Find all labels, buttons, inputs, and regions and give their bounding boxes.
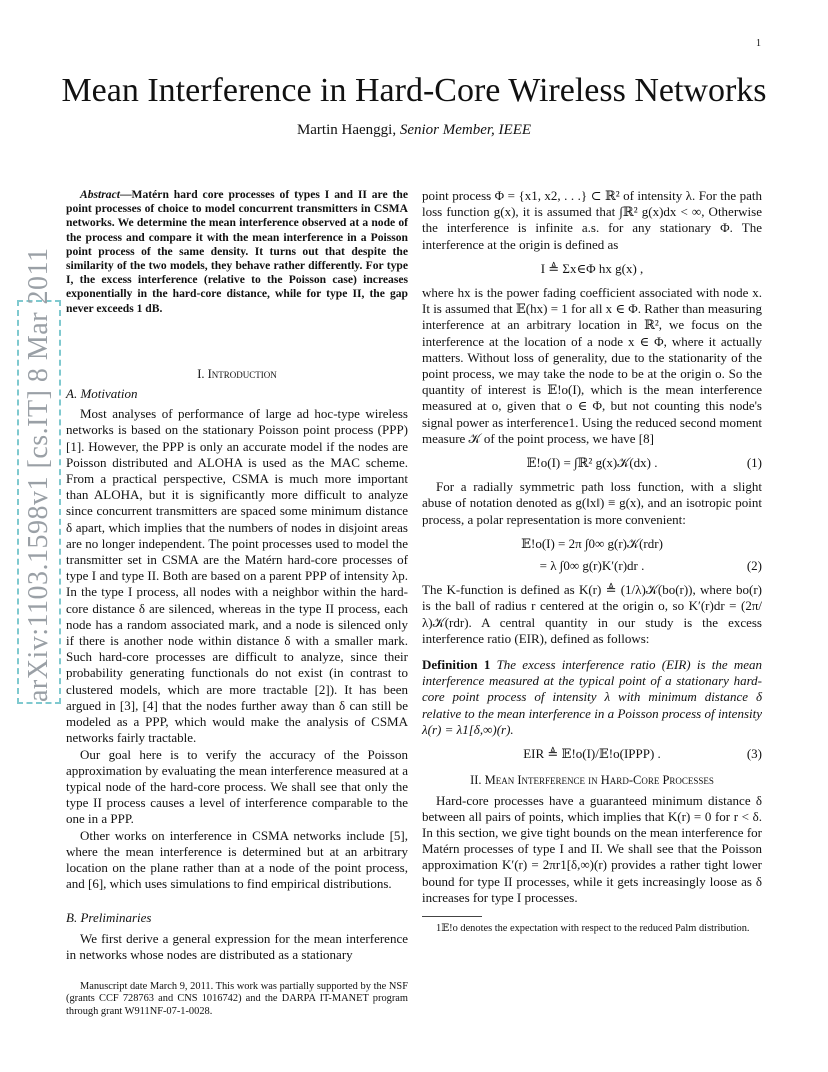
equation-2 <box>422 536 762 574</box>
section-heading-hard-core: II. Mean Interference in Hard-Core Processes <box>470 773 714 788</box>
section-heading-introduction: I. Introduction <box>197 366 277 381</box>
equation-3 <box>422 746 762 762</box>
paragraph-goal: Our goal here is to verify the accuracy of the Poisson approximation by evaluating the mean interference measured at a typical node of the hard-core process. We shall see that only the type II process causes a level of interference comparable to the one in a PPP. <box>66 746 408 827</box>
equation-2-number: (2) <box>746 557 762 573</box>
equation-1-number: (1) <box>746 455 762 471</box>
footnote-palm: 1𝔼!o denotes the expectation with respect to the reduced Palm distribution. <box>436 922 750 934</box>
equation-2-line-2: = λ ∫0∞ g(r)K′(r)dr . <box>539 558 645 574</box>
left-column <box>66 188 408 1018</box>
subsection-heading-motivation: A. Motivation <box>66 386 138 402</box>
paragraph-point-process: point process Φ = {x1, x2, . . .} ⊂ ℝ² of intensity λ. For the path loss function g(x), it is assumed that ∫ℝ² g(x)dx < ∞, Otherwise the interference is infinite a.s. for any stationary Φ. The interference at the origin is defined as <box>422 188 762 252</box>
equation-2-line-1: 𝔼!o(I) = 2π ∫0∞ g(r)𝒦(rdr) <box>521 535 663 551</box>
equation-interference: I ≜ Σx∈Φ hx g(x) , <box>540 260 644 276</box>
right-column <box>422 188 762 935</box>
paragraph-other-works: Other works on interference in CSMA networks include [5], where the mean interference is determined but at an arbitrary location on the plane rather than at a node of the point process, and [6], which uses simulations to find empirical distributions. <box>66 827 408 892</box>
author-line <box>0 122 828 139</box>
definition-1 <box>422 657 762 738</box>
paragraph-polar: For a radially symmetric path loss function, with a slight abuse of notation denoted as g(‖x‖) ≡ g(x), and an isotropic point process, a polar representation is more convenient: <box>422 479 762 527</box>
paper-title: Mean Interference in Hard-Core Wireless Networks <box>61 72 767 109</box>
author-title: Senior Member, IEEE <box>399 122 532 138</box>
definition-1-text: The excess interference ratio (EIR) is the mean interference measured at the typical point of a stationary hard-core point process of intensity λ with minimum distance δ relative to the mean interference in a Poisson process of intensity λ(r) = λ1[δ,∞)(r). <box>422 657 763 737</box>
footnote-manuscript: Manuscript date March 9, 2011. This work was partially supported by the NSF (grants CCF 728763 and CNS 1016742) and the DARPA IT-MANET program through grant W911NF-07-1-0028. <box>66 980 408 1017</box>
paragraph-preliminaries: We first derive a general expression for the mean interference in networks whose nodes are distributed as a stationary <box>66 930 408 962</box>
equation-1 <box>422 455 762 471</box>
author-name: Martin Haenggi, <box>296 122 397 138</box>
equation-3-number: (3) <box>746 746 762 762</box>
paragraph-k-function: The K-function is defined as K(r) ≜ (1/λ)𝒦(bo(r)), where bo(r) is the ball of radius r centered at the origin o, so K′(r)dr = (2π/λ)𝒦(rdr). A central quantity in our study is the excess interference ratio (EIR), defined as follows: <box>422 582 762 646</box>
arxiv-stamp: arXiv:1103.1598v1 [cs.IT] 8 Mar 2011 <box>17 300 61 704</box>
equation-3-body: EIR ≜ 𝔼!o(I)/𝔼!o(IPPP) . <box>523 746 661 762</box>
paragraph-hard-core: Hard-core processes have a guaranteed minimum distance δ between all pairs of points, which implies that K(r) = 0 for r < δ. In this section, we give tight bounds on the mean interference for Matérn processes of type I and II. We shall see that the Poisson approximation K′(r) = 2πr1[δ,∞)(r) provides a rather tight lower bound for type II processes, while it gets increasingly loose as δ increases for type I processes. <box>422 792 762 905</box>
paragraph-motivation: Most analyses of performance of large ad hoc-type wireless networks is based on the stationary Poisson point process (PPP) [1]. However, the PPP is only an accurate model if the nodes are Poisson distributed and ALOHA is used as the MAC scheme. From a practical perspective, CSMA is much more important than ALOHA, but it is significantly more difficult to analyze since concurrent transmitters are spaced some minimum distance δ apart, which implies that the numbers of nodes in disjoint areas are no longer independent. The point processes used to model the transmitter set in CSMA are the Matérn hard-core processes of type I and type II. Both are based on a parent PPP of intensity λp. In the type I process, all nodes with a neighbor within the hard-core distance δ are silenced, whereas in the type II process, each node has a random associated mark, and a node is silenced only if there is another node within distance δ with a smaller mark. Such hard-core processes are difficult to analyze, since their probability generating functionals do not exist (in contrast to clustered models, which are more tractable [2]). It has been argued in [3], [4] that the nodes further away than δ can still be modeled as a PPP, which would make the analysis of CSMA networks fairly tractable. <box>66 406 408 746</box>
abstract-text: —Matérn hard core processes of types I and II are the point processes of choice to model concurrent transmitters in CSMA networks. We determine the mean interference observed at a node of the process and compare it with the mean interference in a Poisson point process of the same density. It turns out that despite the similarity of the two models, they behave rather differently. For type I, the excess interference (relative to the Poisson case) increases exponentially in the hard-core distance, while for type II, the gap never exceeds 1 dB. <box>66 188 408 315</box>
subsection-heading-preliminaries: B. Preliminaries <box>66 910 152 926</box>
abstract-label: Abstract <box>80 188 120 201</box>
footnote-rule <box>422 916 482 917</box>
definition-1-heading: Definition 1 <box>422 657 491 673</box>
equation-1-body: 𝔼!o(I) = ∫ℝ² g(x)𝒦(dx) . <box>526 455 658 471</box>
abstract <box>66 188 408 316</box>
paragraph-palm: where hx is the power fading coefficient associated with node x. It is assumed that 𝔼(hx) = 1 for all x ∈ Φ. Rather than measuring interference at an arbitrary location in ℝ², we focus on the interference at the location of a node x ∈ Φ, where it actually matters. Without loss of generality, due to the stationarity of the point process, we may take the node to be at the origin o. So the quantity of interest is 𝔼!o(I), which is the mean interference measured at o, given that o ∈ Φ, but not counting this node's signal power as interference1. Using the reduced second moment measure 𝒦 of the point process, we have [8] <box>422 285 762 446</box>
page-number: 1 <box>756 38 761 49</box>
